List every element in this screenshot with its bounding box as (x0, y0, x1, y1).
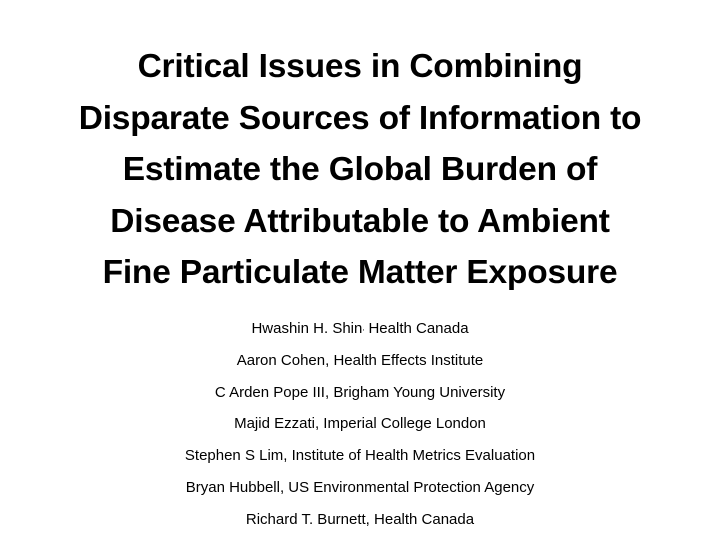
author-item (20, 408, 700, 440)
author-separator: , (325, 351, 330, 369)
author-name: Richard T. Burnett (245, 510, 366, 528)
author-name: Bryan Hubbell (185, 478, 280, 496)
author-affiliation: Health Canada (374, 510, 475, 528)
author-name: Stephen S Lim (184, 447, 284, 465)
title-line: Disease Attributable to Ambient (110, 202, 610, 240)
author-separator: , (283, 447, 288, 465)
author-affiliation: Institute of Health Metrics Evaluation (291, 447, 536, 465)
title-line: Fine Particulate Matter Exposure (102, 254, 618, 291)
slide-title (20, 41, 700, 299)
author-name: C Arden Pope III (214, 383, 325, 401)
author-item (20, 504, 700, 536)
author-affiliation: Imperial College London (323, 415, 486, 433)
author-name: Aaron Cohen (236, 351, 326, 369)
author-name: Hwashin H. Shin (251, 320, 363, 337)
author-affiliation: Health Effects Institute (333, 351, 484, 369)
author-separator: , (324, 383, 330, 401)
author-separator: , (365, 510, 370, 528)
author-list (20, 313, 700, 536)
author-name: Majid Ezzati (234, 415, 315, 433)
author-affiliation: Health Canada (368, 320, 469, 337)
author-affiliation: US Environmental Protection Agency (288, 478, 535, 496)
author-item (20, 345, 700, 377)
author-separator: , (279, 478, 285, 496)
author-separator: , (362, 325, 365, 332)
title-line: Disparate Sources of Information to (78, 99, 642, 137)
title-line: Critical Issues in Combining (137, 48, 583, 85)
author-separator: , (314, 415, 320, 433)
author-item (20, 377, 700, 409)
title-line: Estimate the Global Burden of (122, 151, 598, 188)
author-item (20, 440, 700, 472)
author-item (20, 472, 700, 504)
author-affiliation: Brigham Young University (333, 383, 506, 401)
author-item (20, 313, 700, 345)
